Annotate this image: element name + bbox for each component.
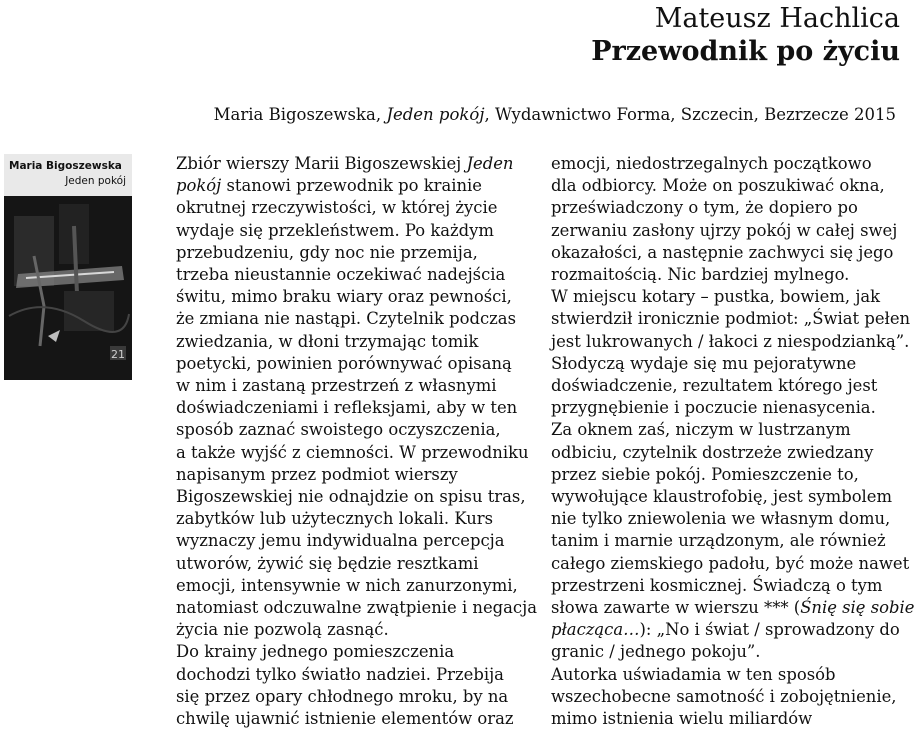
text-line xyxy=(551,553,910,575)
text-line xyxy=(176,508,528,530)
text-line xyxy=(551,331,910,353)
text-line xyxy=(551,308,911,330)
text-line xyxy=(551,508,903,530)
text-line xyxy=(176,708,528,730)
text-segment: Za oknem zaś, niczym w lustrzanym xyxy=(551,420,851,440)
text-line xyxy=(176,175,528,197)
svg-text:21: 21 xyxy=(111,348,125,361)
text-segment: jest lukrowanych / łakoci z niespodzianką”. xyxy=(551,331,910,351)
text-segment: mimo istnienia wielu miliardów xyxy=(551,709,813,729)
text-segment: wszechobecne samotność i zobojętnienie, xyxy=(551,686,897,706)
book-cover-image xyxy=(4,154,132,380)
text-line xyxy=(551,597,914,619)
text-segment: Bigoszewskiej nie odnajdzie on spisu tras, xyxy=(176,487,526,507)
text-segment: W miejscu kotary – pustka, bowiem, jak xyxy=(551,287,881,307)
text-segment: okazałości, a następnie zachwyci się jego xyxy=(551,242,894,262)
text-segment: wyznaczy jemu indywidualna percepcja xyxy=(176,531,505,551)
article-column-right xyxy=(551,153,914,730)
text-line xyxy=(176,442,528,464)
article-title: Przewodnik po życiu xyxy=(591,36,900,67)
text-segment: ): „No i świat / sprowadzony do xyxy=(639,620,900,640)
text-line xyxy=(176,486,528,508)
cover-title: Jeden pokój xyxy=(65,175,126,187)
text-segment: sposób zaznać swoistego oczyszczenia, xyxy=(176,420,501,440)
text-segment: doświadczeniami i refleksjami, aby w ten xyxy=(176,398,518,418)
text-segment: słowa zawarte w wierszu *** ( xyxy=(551,598,801,618)
text-segment: zwiedzania, w dłoni trzymając tomik xyxy=(176,331,479,351)
italic-text: Śnię się sobie xyxy=(800,598,914,618)
text-line xyxy=(176,597,537,619)
text-line xyxy=(551,686,903,708)
text-segment: rozmaitością. Nic bardziej mylnego. xyxy=(551,265,850,285)
text-segment: całego ziemskiego padołu, być może nawet xyxy=(551,553,910,573)
text-line xyxy=(176,664,528,686)
text-line xyxy=(176,686,528,708)
book-citation xyxy=(214,103,896,127)
text-segment: świtu, mimo braku wiary oraz pewności, xyxy=(176,287,512,307)
text-line xyxy=(176,375,528,397)
text-line xyxy=(176,286,528,308)
text-segment: emocji, niedostrzegalnych początkowo xyxy=(551,154,872,173)
citation-book-title: Jeden pokój xyxy=(386,105,485,124)
text-segment: granic / jednego pokoju”. xyxy=(551,642,761,662)
text-segment: wydaje się przekleństwem. Po każdym xyxy=(176,220,494,240)
text-segment: zabytków lub użytecznych lokali. Kurs xyxy=(176,509,494,529)
text-segment: życia nie pozwolą zasnąć. xyxy=(176,620,389,640)
text-line xyxy=(176,397,528,419)
text-line xyxy=(551,353,903,375)
italic-text: pokój xyxy=(176,176,222,196)
text-line xyxy=(551,242,903,264)
text-line xyxy=(176,353,528,375)
text-segment: przez siebie pokój. Pomieszczenie to, xyxy=(551,464,859,484)
text-line xyxy=(176,553,528,575)
text-segment: przeświadczony o tym, że dopiero po xyxy=(551,198,858,218)
text-line xyxy=(551,419,903,441)
text-segment: przestrzeni kosmicznej. Świadczą o tym xyxy=(551,575,883,595)
text-line xyxy=(176,530,528,552)
text-segment: stanowi przewodnik po krainie xyxy=(221,176,482,196)
citation-author: Maria Bigoszewska, xyxy=(213,105,387,124)
text-segment: doświadczenie, rezultatem którego jest xyxy=(551,376,878,396)
text-segment: się przez opary chłodnego mroku, by na xyxy=(176,686,509,706)
article-author: Mateusz Hachlica xyxy=(654,3,900,34)
text-segment: dla odbiorcy. Może on poszukiwać okna, xyxy=(551,176,885,196)
text-line xyxy=(176,641,528,663)
cover-author: Maria Bigoszewska xyxy=(9,160,122,172)
text-line xyxy=(551,464,903,486)
text-segment: chwilę ujawnić istnienie elementów oraz xyxy=(176,709,514,729)
text-segment: że zmiana nie nastąpi. Czytelnik podczas xyxy=(176,309,516,329)
text-segment: natomiast odczuwalne zwątpienie i negacja xyxy=(176,598,537,618)
text-line xyxy=(176,308,528,330)
text-line xyxy=(551,220,903,242)
cover-artwork-icon xyxy=(4,196,132,380)
text-line xyxy=(176,264,528,286)
text-segment: Zbiór wierszy Marii Bigoszewskiej xyxy=(176,154,467,173)
text-line xyxy=(551,375,903,397)
text-segment: przebudzeniu, gdy noc nie przemija, xyxy=(176,242,478,262)
text-segment: wywołujące klaustrofobię, jest symbolem xyxy=(551,487,893,507)
text-line xyxy=(551,397,903,419)
text-segment: stwierdził ironicznie podmiot: „Świat pełen xyxy=(551,309,911,329)
italic-text: Jeden xyxy=(466,154,514,173)
text-line xyxy=(176,220,528,242)
italic-text: płacząca… xyxy=(551,620,640,640)
text-line xyxy=(551,664,903,686)
text-line xyxy=(551,175,903,197)
text-segment: tanim i marnie urządzonym, ale również xyxy=(551,531,886,551)
text-segment: poetycki, powinien porównywać opisaną xyxy=(176,353,512,373)
text-segment: Słodyczą wydaje się mu pejoratywne xyxy=(551,353,857,373)
text-line xyxy=(551,486,903,508)
text-line xyxy=(176,242,528,264)
text-line xyxy=(176,197,528,219)
text-line xyxy=(176,575,528,597)
text-segment: emocji, intensywnie w nich zanurzonymi, xyxy=(176,575,518,595)
text-line xyxy=(176,419,528,441)
text-line xyxy=(551,641,903,663)
text-segment: trzeba nieustannie oczekiwać nadejścia xyxy=(176,265,506,285)
text-line xyxy=(551,286,903,308)
text-segment: a także wyjść z ciemności. W przewodniku xyxy=(176,442,529,462)
text-line xyxy=(176,153,528,175)
text-segment: napisanym przez podmiot wierszy xyxy=(176,464,458,484)
text-line xyxy=(551,575,903,597)
text-segment: dochodzi tylko światło nadziei. Przebija xyxy=(176,664,504,684)
text-segment: zerwaniu zasłony ujrzy pokój w całej swej xyxy=(551,220,898,240)
text-line xyxy=(551,530,903,552)
text-line xyxy=(551,197,903,219)
text-segment: odbiciu, czytelnik dostrzeże zwiedzany xyxy=(551,442,874,462)
text-line xyxy=(551,153,903,175)
text-line xyxy=(551,708,903,730)
text-line xyxy=(176,464,528,486)
text-line xyxy=(176,619,528,641)
citation-publisher: , Wydawnictwo Forma, Szczecin, Bezrzecze 2015 xyxy=(484,105,896,124)
text-line xyxy=(551,619,903,641)
text-segment: w nim i zastaną przestrzeń z własnymi xyxy=(176,376,497,396)
text-segment: Do krainy jednego pomieszczenia xyxy=(176,642,455,662)
text-line xyxy=(551,442,903,464)
text-segment: nie tylko zniewolenia we własnym domu, xyxy=(551,509,891,529)
text-segment: przygnębienie i poczucie nienasycenia. xyxy=(551,398,876,418)
text-segment: okrutnej rzeczywistości, w której życie xyxy=(176,198,498,218)
article-column-left xyxy=(176,153,537,730)
text-segment: utworów, żywić się będzie resztkami xyxy=(176,553,479,573)
text-line xyxy=(176,331,528,353)
text-line xyxy=(551,264,903,286)
text-segment: Autorka uświadamia w ten sposób xyxy=(551,664,836,684)
